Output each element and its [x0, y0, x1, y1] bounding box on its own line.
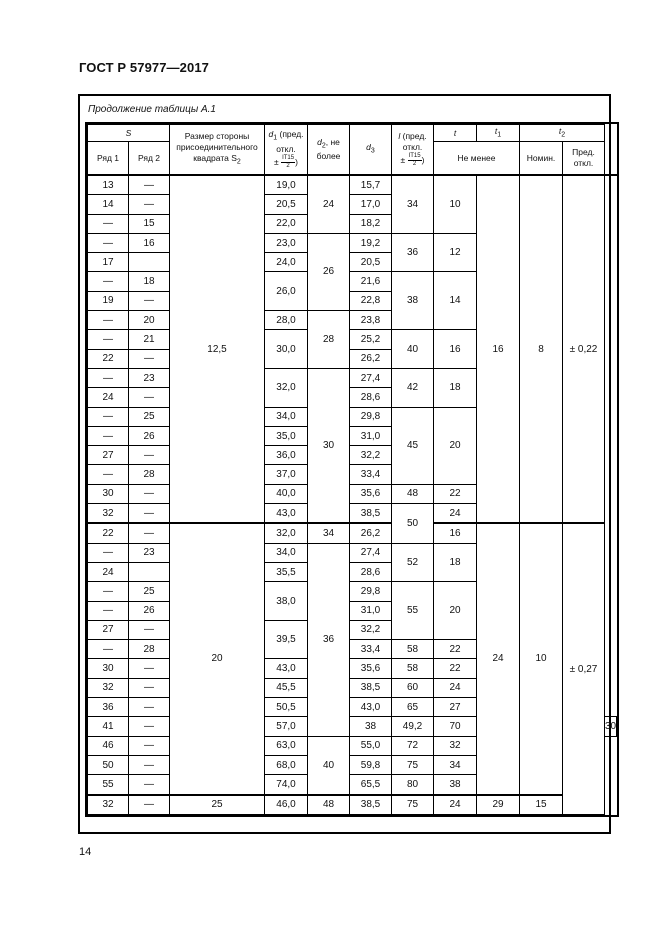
cell-row1: 32 — [88, 795, 129, 815]
header-t: t — [434, 125, 477, 142]
cell-row1: 19 — [88, 291, 129, 310]
cell-t: 20 — [434, 582, 477, 640]
cell-row2: — — [129, 388, 170, 407]
cell-d3: 23,8 — [350, 311, 392, 330]
cell-d2: 34 — [308, 523, 350, 543]
cell-d3: 21,6 — [350, 272, 392, 291]
cell-row2: 25 — [129, 582, 170, 601]
cell-l: 40 — [392, 330, 434, 369]
cell-d3: 35,6 — [350, 659, 392, 678]
cell-t: 18 — [434, 543, 477, 582]
cell-t2-nominal: 10 — [520, 523, 563, 794]
cell-row2: 28 — [129, 640, 170, 659]
cell-row1: — — [88, 214, 129, 233]
cell-t: 24 — [434, 678, 477, 697]
cell-d1: 38,0 — [265, 582, 308, 621]
cell-t2-tolerance: ± 0,22 — [563, 175, 605, 523]
cell-row2: — — [129, 446, 170, 465]
cell-d3: 18,2 — [350, 214, 392, 233]
cell-t: 24 — [434, 795, 477, 815]
cell-d2: 28 — [308, 311, 350, 369]
cell-row2: 18 — [129, 272, 170, 291]
cell-l: 60 — [392, 678, 434, 697]
cell-d2: 40 — [308, 736, 350, 794]
cell-row1: 27 — [88, 446, 129, 465]
cell-t: 38 — [434, 775, 477, 795]
cell-t: 16 — [434, 523, 477, 543]
cell-d1: 50,5 — [265, 698, 308, 717]
cell-d1: 23,0 — [265, 233, 308, 252]
cell-d3: 27,4 — [350, 368, 392, 387]
cell-row2: 15 — [129, 214, 170, 233]
table-row — [88, 523, 617, 543]
cell-d1: 36,0 — [265, 446, 308, 465]
cell-row1: 30 — [88, 484, 129, 503]
cell-row2: 26 — [129, 426, 170, 445]
cell-d3: 29,8 — [350, 582, 392, 601]
cell-row2: 28 — [129, 465, 170, 484]
cell-d3: 20,5 — [350, 253, 392, 272]
cell-t: 32 — [434, 736, 477, 755]
cell-row1: 32 — [88, 504, 129, 524]
cell-t: 10 — [434, 175, 477, 233]
cell-s2: 25 — [170, 795, 265, 815]
cell-d3: 33,4 — [350, 640, 392, 659]
cell-l: 42 — [392, 368, 434, 407]
cell-row1: 50 — [88, 755, 129, 774]
cell-l: 58 — [392, 640, 434, 659]
cell-t1: 29 — [477, 795, 520, 815]
header-l: l (пред. откл. ± $\frac{IT15}{2}$ ) — [392, 125, 434, 176]
header-t2: $t_2$ — [520, 125, 605, 142]
cell-row1: 55 — [88, 775, 129, 795]
table-row — [88, 175, 617, 195]
cell-d1: 37,0 — [265, 465, 308, 484]
header-row2: Ряд 2 — [129, 142, 170, 176]
cell-d1: 43,0 — [265, 504, 308, 524]
cell-d3: 26,2 — [350, 523, 392, 543]
cell-row2: — — [129, 620, 170, 639]
cell-l: 48 — [392, 484, 434, 503]
cell-row2: — — [129, 175, 170, 195]
cell-row2: — — [129, 775, 170, 795]
cell-d3: 15,7 — [350, 175, 392, 195]
cell-d1: 32,0 — [265, 523, 308, 543]
cell-s2: 12,5 — [170, 175, 265, 523]
cell-t: 16 — [434, 330, 477, 369]
header-row1: Ряд 1 — [88, 142, 129, 176]
cell-d2: 38 — [350, 717, 392, 736]
header-s: S — [88, 125, 170, 142]
cell-s2: 20 — [170, 523, 265, 794]
cell-t: 22 — [434, 640, 477, 659]
cell-row1: 46 — [88, 736, 129, 755]
cell-d1: 26,0 — [265, 272, 308, 311]
cell-row1: 24 — [88, 562, 129, 581]
cell-d1: 35,0 — [265, 426, 308, 445]
cell-d3: 65,5 — [350, 775, 392, 795]
cell-t: 27 — [434, 698, 477, 717]
cell-d3: 19,2 — [350, 233, 392, 252]
cell-d1: 22,0 — [265, 214, 308, 233]
cell-d3: 17,0 — [350, 195, 392, 214]
cell-row1: 13 — [88, 175, 129, 195]
cell-row1: — — [88, 640, 129, 659]
cell-d3: 22,8 — [350, 291, 392, 310]
cell-d3: 28,6 — [350, 562, 392, 581]
cell-t2-tolerance: ± 0,27 — [563, 523, 605, 814]
cell-d1: 45,5 — [265, 678, 308, 697]
cell-row1: 22 — [88, 349, 129, 368]
cell-d1: 28,0 — [265, 311, 308, 330]
cell-d1: 63,0 — [265, 736, 308, 755]
cell-row2: — — [129, 349, 170, 368]
cell-d1: 39,5 — [265, 620, 308, 659]
cell-row2: 25 — [129, 407, 170, 426]
cell-d2: 36 — [308, 543, 350, 736]
cell-d3: 38,5 — [350, 795, 392, 815]
cell-d1: 74,0 — [265, 775, 308, 795]
cell-l: 36 — [392, 233, 434, 272]
cell-row2: 23 — [129, 368, 170, 387]
cell-t: 34 — [434, 755, 477, 774]
cell-d3: 49,2 — [392, 717, 434, 736]
cell-d1: 35,5 — [265, 562, 308, 581]
cell-row2: 21 — [129, 330, 170, 349]
cell-t: 24 — [434, 504, 477, 524]
cell-row1: — — [88, 426, 129, 445]
cell-l: 70 — [434, 717, 477, 736]
document-header: ГОСТ Р 57977—2017 — [79, 60, 209, 75]
cell-row1: — — [88, 330, 129, 349]
cell-row1: — — [88, 407, 129, 426]
cell-row2: 20 — [129, 311, 170, 330]
cell-row2: 16 — [129, 233, 170, 252]
page-number: 14 — [79, 846, 92, 858]
cell-l: 75 — [392, 755, 434, 774]
cell-row1: — — [88, 543, 129, 562]
cell-t2-nominal: 15 — [520, 795, 563, 815]
cell-row1: 17 — [88, 253, 129, 272]
cell-l: 80 — [392, 775, 434, 795]
cell-row1: 27 — [88, 620, 129, 639]
cell-row1: 41 — [88, 717, 129, 736]
cell-d3: 55,0 — [350, 736, 392, 755]
cell-l: 72 — [392, 736, 434, 755]
cell-d1: 40,0 — [265, 484, 308, 503]
cell-d3: 32,2 — [350, 446, 392, 465]
cell-row2 — [129, 562, 170, 581]
cell-d1: 30,0 — [265, 330, 308, 369]
cell-d3: 27,4 — [350, 543, 392, 562]
cell-t: 18 — [434, 368, 477, 407]
table-caption: Продолжение таблицы А.1 — [88, 104, 216, 115]
cell-t: 30 — [605, 717, 617, 736]
cell-l: 52 — [392, 543, 434, 582]
cell-d3: 33,4 — [350, 465, 392, 484]
cell-l: 58 — [392, 659, 434, 678]
cell-row2: — — [129, 504, 170, 524]
cell-l: 65 — [392, 698, 434, 717]
cell-row2: 23 — [129, 543, 170, 562]
cell-d1: 68,0 — [265, 755, 308, 774]
header-d1: $d_1$ (пред. откл. ± $\frac{IT15}{2}$ ) — [265, 125, 308, 176]
cell-row1: 22 — [88, 523, 129, 543]
cell-row1: 14 — [88, 195, 129, 214]
cell-t1: 16 — [477, 175, 520, 523]
table-row — [88, 795, 617, 815]
cell-l: 38 — [392, 272, 434, 330]
cell-row1: — — [88, 465, 129, 484]
cell-row2: — — [129, 678, 170, 697]
cell-row2: — — [129, 484, 170, 503]
cell-d3: 38,5 — [350, 678, 392, 697]
cell-d1: 46,0 — [265, 795, 308, 815]
cell-row1: — — [88, 233, 129, 252]
header-s2: Размер стороны присоединительного квадрата $S_2$ — [170, 125, 265, 176]
cell-d1: 20,5 — [265, 195, 308, 214]
cell-l: 75 — [392, 795, 434, 815]
cell-l: 34 — [392, 175, 434, 233]
cell-d2: 30 — [308, 368, 350, 523]
header-d2: $d_2$, не более — [308, 125, 350, 176]
cell-l: 50 — [392, 504, 434, 544]
cell-t: 22 — [434, 484, 477, 503]
header-d3: $d_3$ — [350, 125, 392, 176]
cell-row2 — [129, 253, 170, 272]
dimensions-table — [87, 124, 617, 815]
cell-t: 14 — [434, 272, 477, 330]
cell-row1: — — [88, 272, 129, 291]
header-t1: $t_1$ — [477, 125, 520, 142]
cell-d1: 43,0 — [265, 659, 308, 678]
cell-d3: 31,0 — [350, 426, 392, 445]
cell-row1: 24 — [88, 388, 129, 407]
cell-row2: — — [129, 523, 170, 543]
cell-row1: — — [88, 582, 129, 601]
cell-d3: 26,2 — [350, 349, 392, 368]
cell-row2: — — [129, 698, 170, 717]
header-nominal: Номин. — [520, 142, 563, 176]
cell-d2: 48 — [308, 795, 350, 815]
cell-row2: — — [129, 291, 170, 310]
cell-d1: 19,0 — [265, 175, 308, 195]
cell-t: 22 — [434, 659, 477, 678]
cell-d1: 34,0 — [265, 407, 308, 426]
cell-d3: 32,2 — [350, 620, 392, 639]
cell-row2: — — [129, 717, 170, 736]
cell-l: 45 — [392, 407, 434, 484]
cell-d3: 43,0 — [350, 698, 392, 717]
cell-d3: 31,0 — [350, 601, 392, 620]
cell-d1: 57,0 — [265, 717, 308, 736]
cell-row2: 26 — [129, 601, 170, 620]
cell-d3: 25,2 — [350, 330, 392, 349]
cell-t2-nominal: 8 — [520, 175, 563, 523]
cell-row2: — — [129, 755, 170, 774]
cell-t: 20 — [434, 407, 477, 484]
cell-row1: — — [88, 311, 129, 330]
cell-d3: 29,8 — [350, 407, 392, 426]
cell-d3: 38,5 — [350, 504, 392, 524]
cell-row1: 36 — [88, 698, 129, 717]
cell-d3: 28,6 — [350, 388, 392, 407]
cell-t1: 24 — [477, 523, 520, 794]
cell-d1: 24,0 — [265, 253, 308, 272]
cell-d3: 35,6 — [350, 484, 392, 503]
cell-l: 55 — [392, 582, 434, 640]
cell-d3: 59,8 — [350, 755, 392, 774]
cell-row1: — — [88, 601, 129, 620]
cell-row2: — — [129, 195, 170, 214]
cell-d2: 24 — [308, 175, 350, 233]
cell-row1: — — [88, 368, 129, 387]
cell-d1: 32,0 — [265, 368, 308, 407]
cell-t: 12 — [434, 233, 477, 272]
cell-row2: — — [129, 659, 170, 678]
cell-row1: 30 — [88, 659, 129, 678]
header-not-less: Не менее — [434, 142, 520, 176]
header-tolerance: Пред. откл. — [563, 142, 605, 176]
cell-d2: 26 — [308, 233, 350, 310]
cell-d1: 34,0 — [265, 543, 308, 562]
cell-row2: — — [129, 795, 170, 815]
cell-row1: 32 — [88, 678, 129, 697]
cell-row2: — — [129, 736, 170, 755]
